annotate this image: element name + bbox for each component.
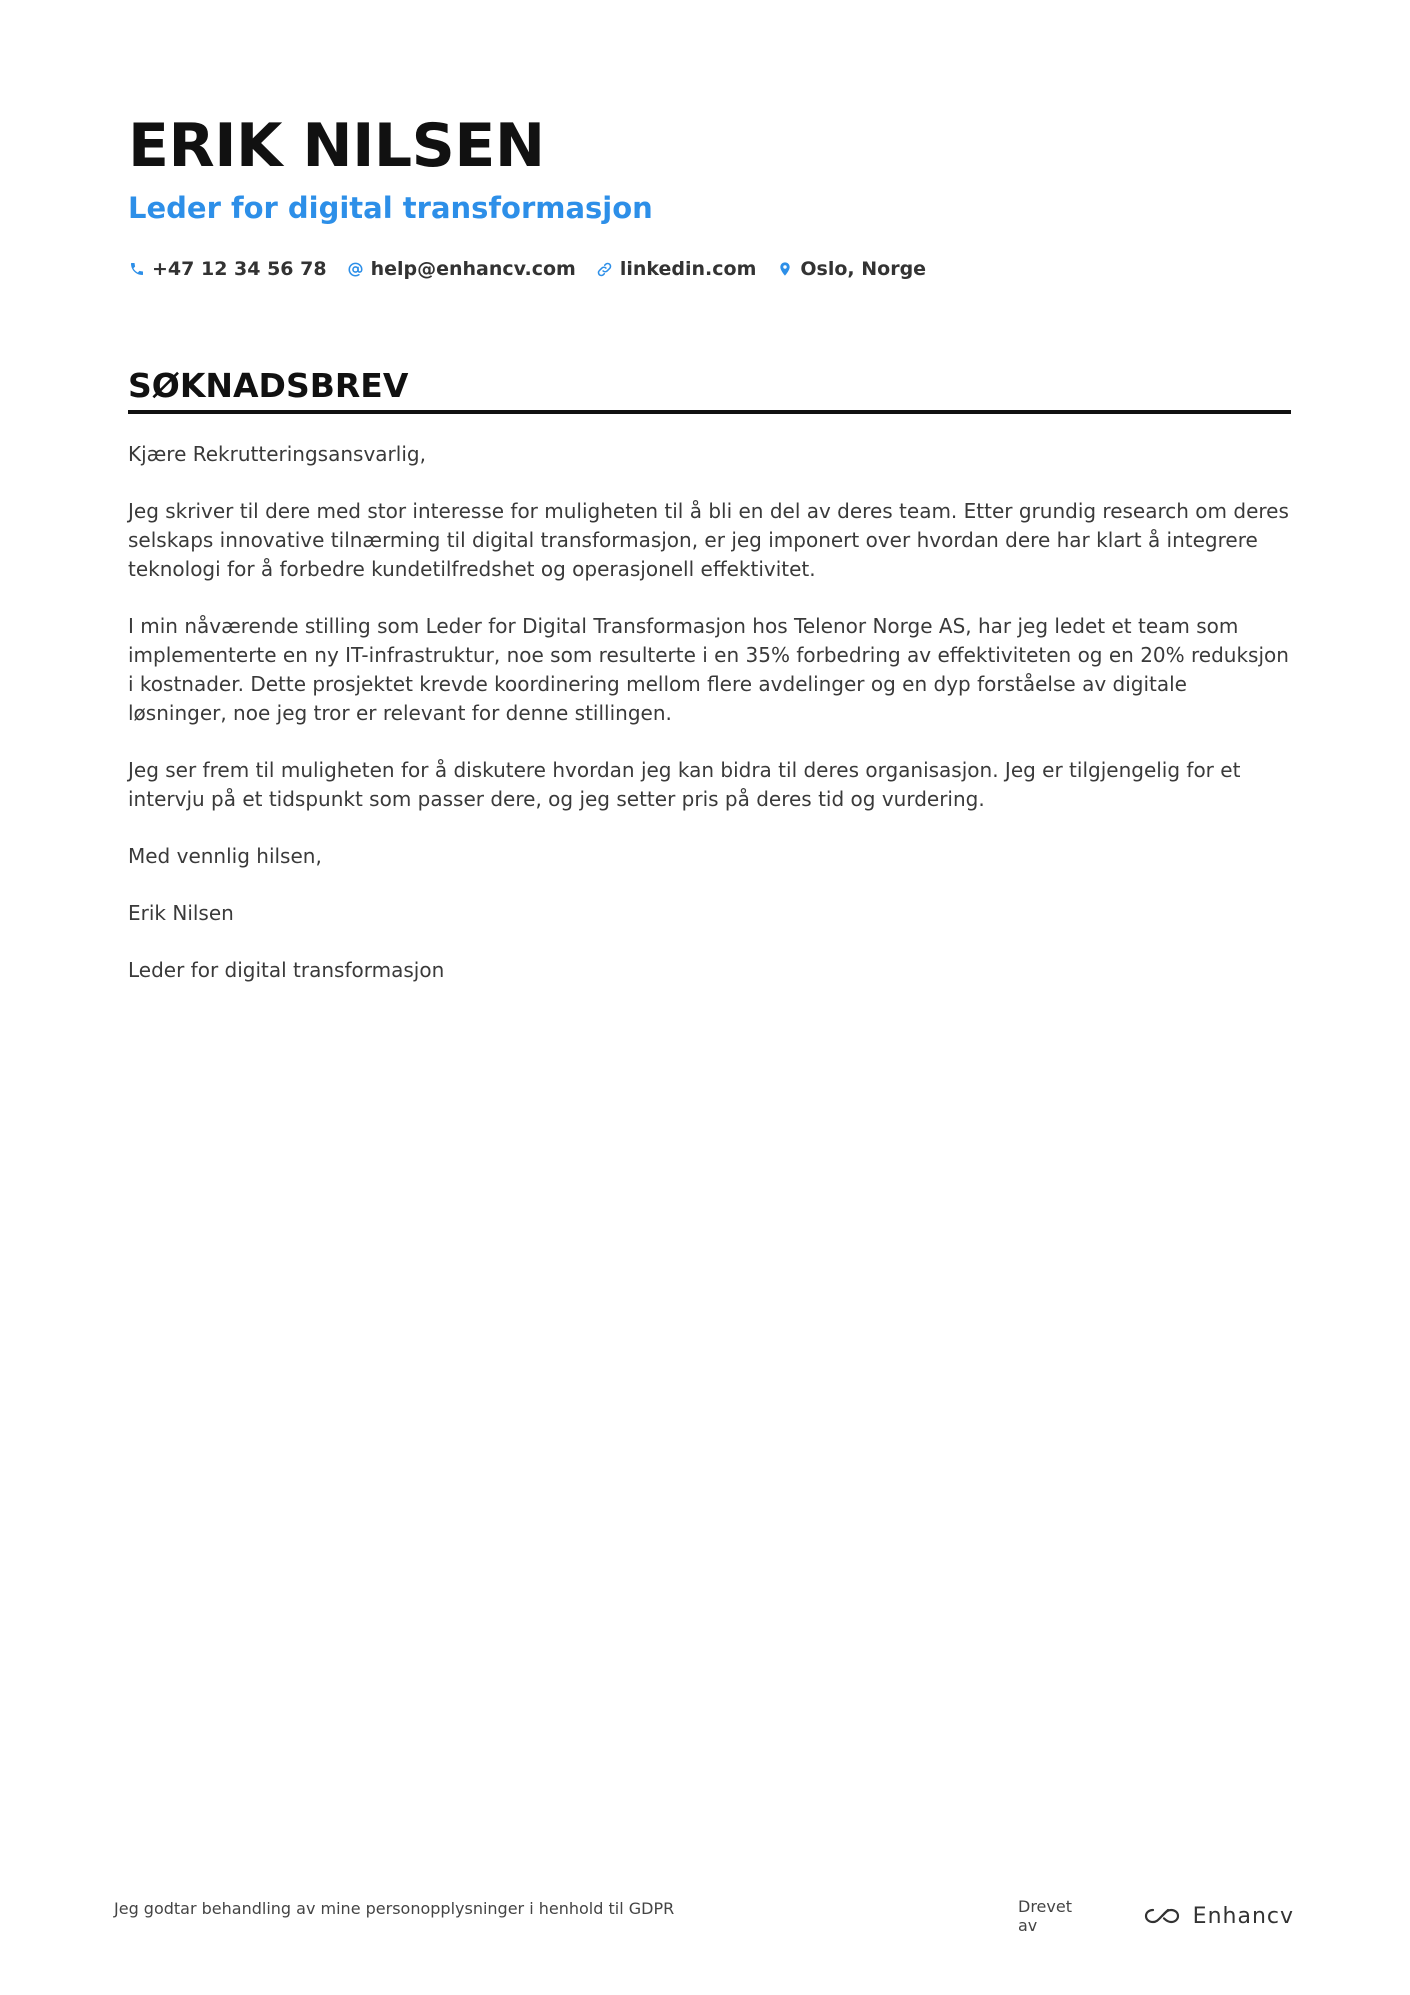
phone-icon: [128, 260, 146, 278]
signature-title: Leder for digital transformasjon: [128, 958, 445, 982]
contact-bar: [128, 258, 1291, 280]
powered-by: [1018, 1897, 1294, 1935]
powered-by-label: Drevet av: [1018, 1897, 1072, 1935]
contact-phone: [128, 258, 327, 280]
location-text: Oslo, Norge: [800, 258, 927, 280]
contact-linkedin: [596, 258, 757, 280]
email-address[interactable]: help@enhancv.com: [370, 258, 576, 280]
cover-letter-page: [128, 110, 1291, 1013]
enhancv-logo-icon: [1139, 1904, 1185, 1928]
letter-paragraph-2: I min nåværende stilling som Leder for Digital Transformasjon hos Telenor Norge AS, har jeg ledet et team som implementerte en ny IT-infrastruktur, noe som resulterte i en 35% forbedring av effektiviteten og en 20% reduksjon i kostnader. Dette prosjektet krevde koordinering mellom flere avdelinger og en dyp forståelse av digitale løsninger, noe jeg tror er relevant for denne stillingen.: [128, 614, 1289, 725]
letter-closing: Med vennlig hilsen,: [128, 844, 322, 868]
phone-number: +47 12 34 56 78: [152, 258, 327, 280]
link-icon: [596, 260, 614, 278]
map-pin-icon: [776, 260, 794, 278]
letter-paragraph-3: Jeg ser frem til muligheten for å diskutere hvordan jeg kan bidra til deres organisasjon. Jeg er tilgjengelig for et intervju på et tidspunkt som passer dere, og jeg setter pris på deres tid og vurdering.: [128, 758, 1241, 811]
section-heading: SØKNADSBREV: [128, 366, 1291, 414]
at-icon: [347, 260, 365, 278]
applicant-name: ERIK NILSEN: [128, 111, 545, 181]
signature-name: Erik Nilsen: [128, 901, 234, 925]
enhancv-logo[interactable]: [1139, 1904, 1294, 1929]
applicant-title: Leder for digital transformasjon: [128, 191, 653, 225]
letter-paragraph-1: Jeg skriver til dere med stor interesse for muligheten til å bli en del av deres team. Etter grundig research om deres selskaps innovative tilnærming til digital transformasjon, er jeg imponert over hvordan dere har klart å integrere teknologi for å forbedre kundetilfredshet og operasjonell effektivitet.: [128, 499, 1289, 581]
linkedin-link[interactable]: linkedin.com: [619, 258, 757, 280]
letter-body: [128, 440, 1291, 985]
enhancv-brand-name: Enhancv: [1192, 1903, 1294, 1929]
contact-email: [347, 258, 576, 280]
gdpr-consent: Jeg godtar behandling av mine personopplysninger i henhold til GDPR: [114, 1899, 675, 1918]
letter-greeting: Kjære Rekrutteringsansvarlig,: [128, 442, 426, 466]
contact-location: [776, 258, 926, 280]
page-footer: [114, 1895, 1294, 1935]
